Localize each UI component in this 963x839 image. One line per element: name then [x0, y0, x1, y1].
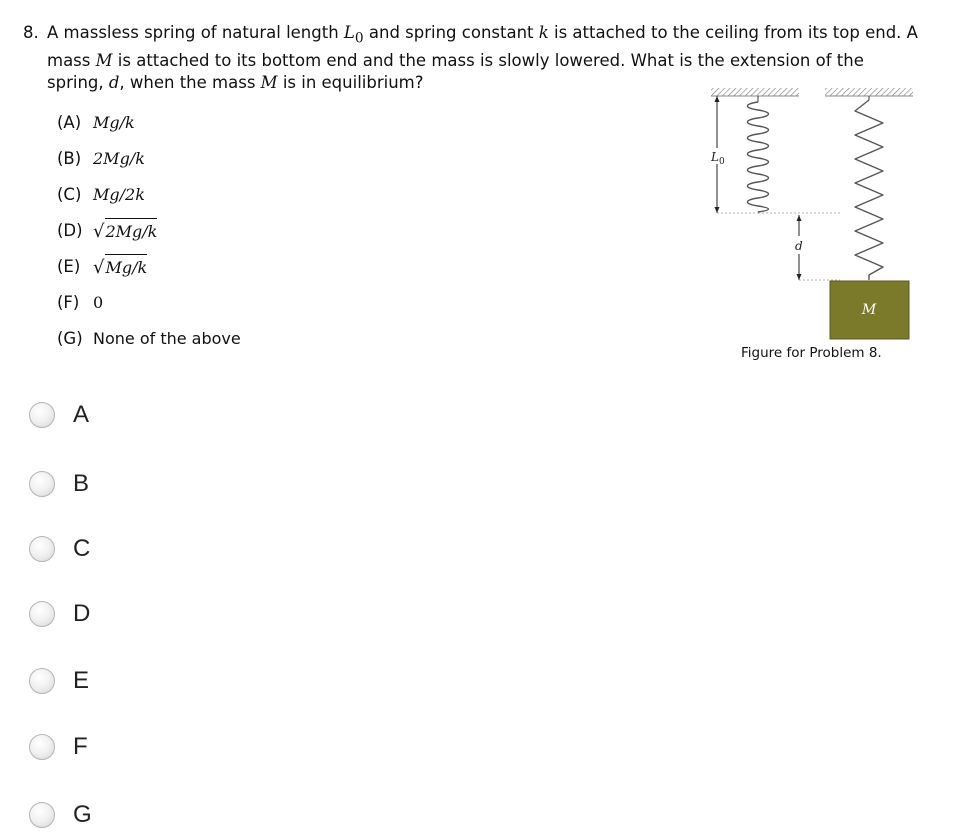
- question-text: A massless spring of natural length $L_0$ and spring constant k is attached to the ceiling from its top end. A mass M is attached to its bottom end and the mass is slowly lowered. What is the extension of the spring, d, when the mass M is in equilibrium?: [47, 23, 918, 93]
- option-b: (B) 2Mg/k: [57, 149, 145, 168]
- spring-extended: [855, 96, 883, 280]
- sqrt-symbol: √: [93, 257, 105, 278]
- answer-choice-e[interactable]: E: [29, 667, 89, 695]
- radio-button[interactable]: [29, 402, 55, 428]
- label-extension: d: [795, 239, 803, 253]
- option-c: (C) Mg/2k: [57, 185, 145, 204]
- radio-button[interactable]: [29, 536, 55, 562]
- option-f: (F) 0: [57, 293, 104, 312]
- radio-button[interactable]: [29, 734, 55, 760]
- question-number: 8.: [23, 23, 39, 42]
- option-g: (G) None of the above: [57, 329, 241, 348]
- radio-button[interactable]: [29, 668, 55, 694]
- spring-natural: [748, 96, 769, 212]
- answer-choice-g[interactable]: G: [29, 801, 92, 829]
- radio-button[interactable]: [29, 471, 55, 497]
- answer-choice-c[interactable]: C: [29, 535, 90, 563]
- answer-choice-d[interactable]: D: [29, 600, 90, 628]
- option-a: (A) Mg/k: [57, 113, 135, 132]
- ceiling-left: [711, 88, 799, 96]
- answer-choice-f[interactable]: F: [29, 733, 88, 761]
- option-e: (E) √ Mg/k: [57, 249, 241, 285]
- label-length: L: [711, 150, 719, 164]
- sqrt-symbol: √: [93, 221, 105, 242]
- options-list: [57, 105, 241, 357]
- answer-choice-b[interactable]: B: [29, 470, 89, 498]
- answer-choice-a[interactable]: A: [29, 401, 89, 429]
- radio-button[interactable]: [29, 802, 55, 828]
- spring-figure: [700, 84, 930, 374]
- svg-text:0: 0: [719, 157, 725, 167]
- radio-button[interactable]: [29, 601, 55, 627]
- option-d: (D) √ 2Mg/k: [57, 213, 241, 249]
- ceiling-right: [825, 88, 913, 96]
- figure-caption: Figure for Problem 8.: [741, 345, 882, 361]
- label-mass: M: [861, 302, 877, 318]
